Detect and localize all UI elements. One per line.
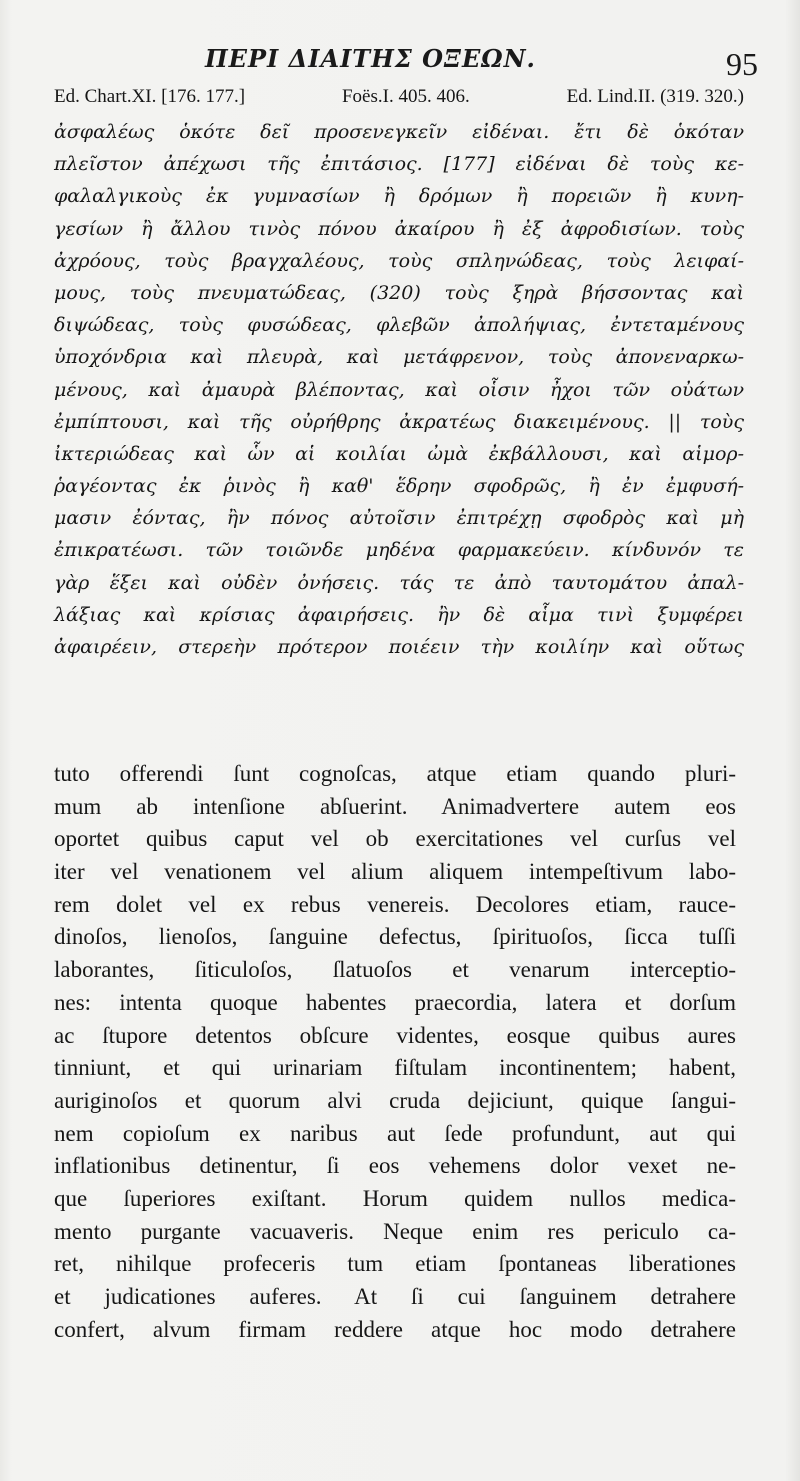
latin-line: tinniunt, et qui urinariam fiſtulam incontinentem; habent, — [54, 1055, 736, 1081]
latin-line: dinoſos, lienoſos, ſanguine defectus, ſpirituoſos, ſicca tuſſi — [54, 924, 736, 950]
greek-line: ἰκτεριώδεας καὶ ὧν αἱ κοιλίαι ὠμὰ ἐκβάλλουσι, καὶ αἱμορ- — [54, 442, 744, 465]
greek-line: ῥαγέοντας ἐκ ῥινὸς ἢ καθ' ἕδρην σφοδρῶς, ἢ ἐν ἐμφυσή- — [54, 475, 744, 498]
greek-line: ἀφαιρέειν, στερεὴν πρότερον ποιέειν τὴν κοιλίην καὶ οὕτως — [54, 636, 744, 658]
latin-line: ac ſtupore detentos obſcure videntes, eosque quibus aures — [54, 1022, 736, 1048]
greek-line: ἀσφαλέως ὁκότε δεῖ προσενεγκεῖν εἰδέναι. ἔτι δὲ ὁκόταν — [54, 121, 744, 143]
greek-line: μένους, καὶ ἀμαυρὰ βλέποντας, καὶ οἷσιν ἦχοι τῶν οὐάτων — [54, 378, 744, 401]
latin-line: que ſuperiores exiſtant. Horum quidem nullos medica- — [54, 1185, 736, 1211]
edition-foes-ref: Foës.I. 405. 406. — [341, 86, 470, 107]
greek-line: μασιν ἐόντας, ἢν πόνος αὐτοῖσιν ἐπιτρέχῃ σφοδρὸς καὶ μὴ — [54, 507, 744, 530]
greek-text-block — [54, 116, 744, 663]
greek-line: λάξιας καὶ κρίσιας ἀφαιρήσεις. ἢν δὲ αἷμα τινὶ ξυμφέρει — [54, 603, 744, 626]
latin-line: auriginoſos et quorum alvi cruda dejiciunt, quique ſangui- — [54, 1087, 736, 1113]
latin-line: oportet quibus caput vel ob exercitationes vel curſus vel — [54, 826, 736, 852]
latin-line: laborantes, ſiticuloſos, ſlatuoſos et venarum interceptio- — [54, 957, 736, 983]
greek-line: γὰρ ἕξει καὶ οὐδὲν ὀνήσεις. τάς τε ἀπὸ ταυτομάτου ἀπαλ- — [54, 571, 744, 594]
latin-line: mento purgante vacuaveris. Neque enim res periculo ca- — [54, 1218, 736, 1244]
page-number: 95 — [726, 46, 758, 82]
latin-line: mum ab intenſione abſuerint. Animadvertere autem eos — [54, 793, 736, 819]
edition-reference-line — [54, 86, 744, 108]
latin-line: et judicationes auferes. At ſi cui ſanguinem detrahere — [54, 1284, 736, 1309]
latin-line: iter vel venationem vel alium aliquem intempeſtivum labo- — [54, 859, 736, 885]
running-title: ΠΕΡΙ ΔΙΑΙΤΗΣ ΟΞΕΩΝ. — [205, 44, 536, 73]
greek-line: ἐπικρατέωσι. τῶν τοιῶνδε μηδένα φαρμακεύειν. κίνδυνόν τε — [54, 539, 744, 562]
edition-chart-ref: Ed. Chart.XI. [176. 177.] — [54, 86, 246, 107]
latin-line: nes: intenta quoque habentes praecordia, latera et dorſum — [54, 989, 736, 1015]
latin-line: ret, nihilque profeceris tum etiam ſpontaneas liberationes — [54, 1251, 736, 1277]
latin-line: inflationibus detinentur, ſi eos vehemens dolor vexet ne- — [54, 1153, 736, 1179]
greek-line: φαλαλγικοὺς ἐκ γυμνασίων ἢ δρόμων ἢ πορειῶν ἢ κυνη- — [54, 185, 744, 208]
greek-line: διψώδεας, τοὺς φυσώδεας, φλεβῶν ἀπολήψιας, ἐντεταμένους — [54, 314, 744, 337]
greek-line: ἀχρόους, τοὺς βραγχαλέους, τοὺς σπληνώδεας, τοὺς λειφαί- — [54, 249, 744, 272]
latin-line: tuto offerendi ſunt cognoſcas, atque etiam quando pluri- — [54, 761, 736, 786]
latin-line: nem copioſum ex naribus aut ſede profundunt, aut qui — [54, 1120, 736, 1146]
edition-lind-ref: Ed. Lind.II. (319. 320.) — [566, 86, 744, 107]
greek-line: μους, τοὺς πνευματώδεας, (320) τοὺς ξηρὰ βήσσοντας καὶ — [54, 281, 744, 304]
greek-line: ἐμπίπτουσι, καὶ τῆς οὐρήθρης ἀκρατέως διακειμένους. || τοὺς — [54, 410, 744, 433]
page-header — [205, 44, 780, 84]
greek-line: πλεῖστον ἀπέχωσι τῆς ἐπιτάσιος. [177] εἰδέναι δὲ τοὺς κε- — [54, 153, 744, 176]
greek-line: ὑποχόνδρια καὶ πλευρὰ, καὶ μετάφρενον, τοὺς ἀπονεναρκω- — [54, 346, 744, 369]
greek-line: γεσίων ἢ ἄλλου τινὸς πόνου ἀκαίρου ἢ ἐξ ἀφροδισίων. τοὺς — [54, 217, 744, 240]
latin-text-block — [54, 758, 736, 1346]
latin-line: confert, alvum firmam reddere atque hoc modo detrahere — [54, 1316, 736, 1342]
latin-line: rem dolet vel ex rebus venereis. Decolores etiam, rauce- — [54, 891, 736, 917]
